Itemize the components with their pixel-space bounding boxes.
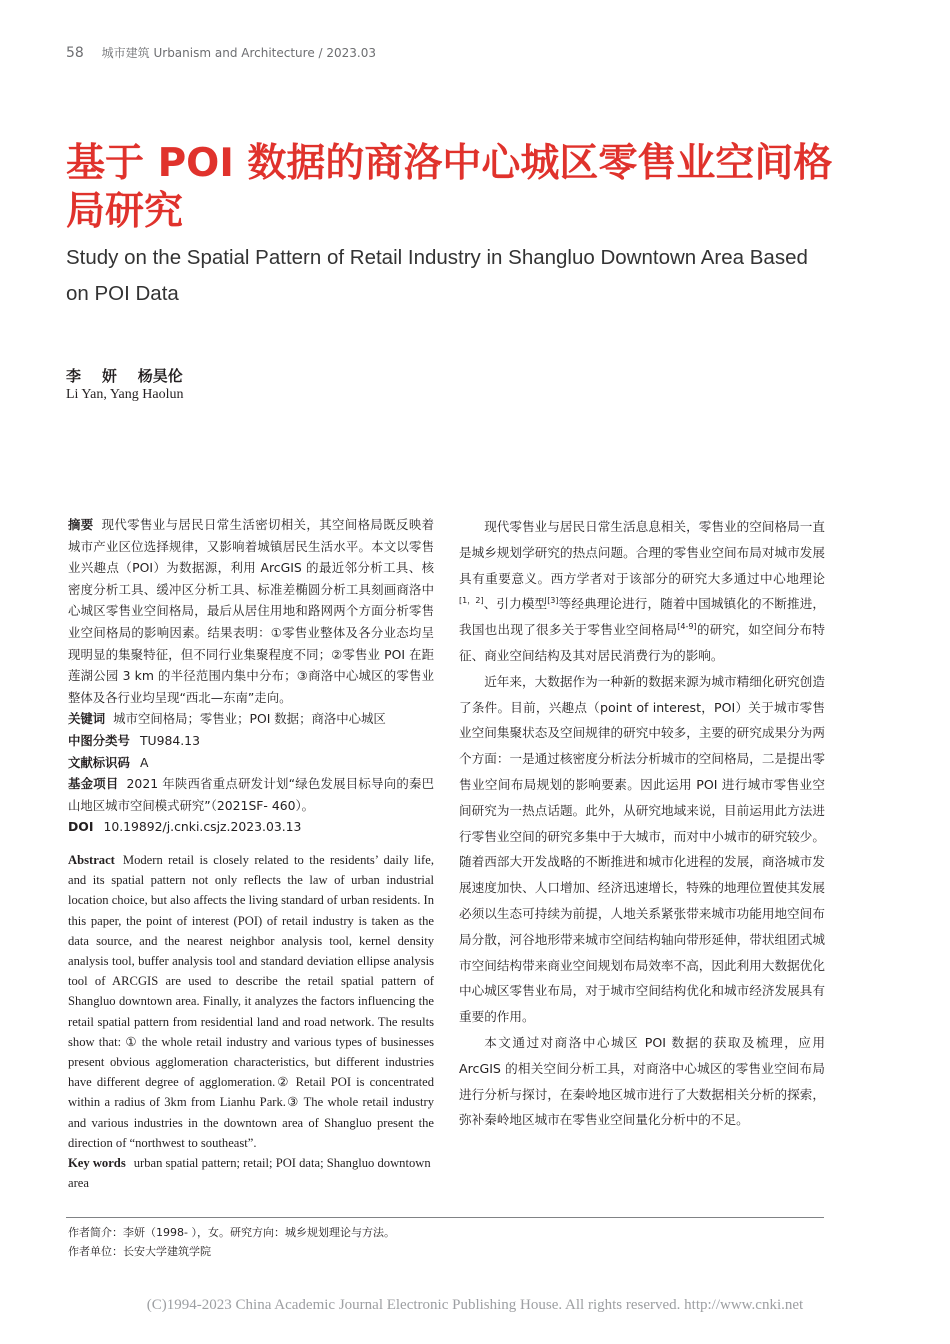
abstract-column [68,514,434,1193]
doc-code-row [68,752,434,774]
doi-row [68,816,434,838]
clc-label: 中图分类号 [68,732,130,748]
page-number: 58 [66,45,84,61]
keywords-label: 关键词 [68,711,106,727]
doi-label: DOI [68,819,94,835]
running-head [66,44,376,61]
title-chinese: 基于 POI 数据的商洛中心城区零售业空间格局研究 [66,141,833,234]
keywords-english [68,1153,434,1193]
body-p1-part-b: 、引力模型 [483,596,548,612]
doc-code-value: A [139,754,149,770]
clc-row [68,730,434,752]
body-text-column [459,514,825,1133]
abstract-en-text: Modern retail is closely related to the residents’ daily life, and its spatial pattern not only reflects the law of urban industrial location choice, but also affects the living standard of urban residents. In this paper, the point of interest (POI) of retail industry is taken as the data source, and the nearest neighbor analysis tool, kernel density analysis tool, buffer analysis tool and standard deviation ellipse analysis tool of ARCGIS are used to describe the retail spatial pattern of Shangluo downtown area. Finally, it analyzes the factors influencing the retail spatial pattern from residential land and road network. The results show that: ① the whole retail industry and various types of businesses present obvious agglomeration characteristics, but different industries have different degree of agglomeration.② Retail POI is concentrated within a radius of 3km from Lianhu Park.③ The whole retail industry and various industries in the downtown area of Shangluo present the direction of “northwest to southeast”. [68,852,434,1150]
citation-ref[interactable]: [4-9] [677,622,697,632]
abstract-english [68,850,434,1153]
footnote-divider [66,1217,824,1218]
keywords-en-label: Key words [68,1155,126,1170]
keywords-en-text: urban spatial pattern; retail; POI data; Shangluo downtown area [68,1155,431,1191]
authors-english: Li Yan, Yang Haolun [66,387,184,402]
body-p1-part-a: 现代零售业与居民日常生活息息相关，零售业的空间格局一直是城乡规划学研究的热点问题。合理的零售业空间布局对城市发展具有重要意义。西方学者对于该部分的研究大多通过中心地理论 [459,519,825,586]
abstract-label: 摘要 [68,517,94,532]
title-english: Study on the Spatial Pattern of Retail Industry in Shangluo Downtown Area Based on POI Data [66,246,808,305]
citation-ref[interactable]: [3] [547,596,559,606]
abstract-en-label: Abstract [68,852,115,867]
journal-name: 城市建筑 Urbanism and Architecture / 2023.03 [101,46,377,60]
body-paragraph-3: 本文通过对商洛中心城区 POI 数据的获取及梳理，应用 ArcGIS 的相关空间分析工具，对商洛中心城区的零售业空间布局进行分析与探讨，在秦岭地区城市进行了大数据相关分析的探索，弥补秦岭地区城市在零售业空间量化分析中的不足。 [459,1034,825,1128]
clc-value: TU984.13 [139,732,200,748]
abstract-chinese [68,514,434,730]
citation-ref[interactable]: [1，2] [459,596,484,606]
fund-text: 2021 年陕西省重点研发计划“绿色发展目标导向的秦巴山地区城市空间模式研究”（2021SF- 460）。 [68,776,434,813]
fund-label: 基金项目 [68,776,119,792]
footnotes [68,1223,395,1261]
keywords-text: 城市空间格局；零售业；POI 数据；商洛中心城区 [113,711,386,727]
body-p1-part-d: 的研究，如空间分布特征、商业空间结构及其对居民消费行为的影响。 [459,622,826,663]
author-intro: 作者简介：李妍（1998- ），女。研究方向：城乡规划理论与方法。 [68,1226,395,1239]
abstract-text: 现代零售业与居民日常生活密切相关，其空间格局既反映着城市产业区位选择规律，又影响着城镇居民生活水平。本文以零售业兴趣点（POI）为数据源，利用 ArcGIS 的最近邻分析工具、核密度分析工具、缓冲区分析工具、标准差椭圆分析工具刻画商洛中心城区零售业空间格局，最后从居住用地和路网两个方面分析零售业空间格局的影响因素。结果表明：①零售业整体及各分业态均呈现明显的集聚特征，但不同行业集聚程度不同；②零售业 POI 在距莲湖公园 3 km 的半径范围内集中分布；③商洛中心城区的零售业整体及各行业均呈现“西北—东南”走向。 [68,517,435,705]
doc-code-label: 文献标识码 [68,754,130,770]
body-p1-part-c: 等经典理论进行，随着中国城镇化的不断推进，我国也出现了很多关于零售业空间格局 [459,596,826,638]
doi-link[interactable]: 10.19892/j.cnki.csjz.2023.03.13 [103,819,302,835]
author-affiliation: 作者单位：长安大学建筑学院 [68,1245,211,1258]
body-paragraph-2: 近年来，大数据作为一种新的数据来源为城市精细化研究创造了条件。目前，兴趣点（point of interest，POI）关于城市零售业空间集聚状态及空间规律的研究中较多，主要的研究成果分为两个方面：一是通过核密度分析法分析城市的空间格局，二是提出零售业空间布局规划的影响要素。因此运用 POI 进行城市零售业空间研究为一热点话题。此外，从研究地域来说，目前运用此方法进行零售业空间的研究多集中于大城市，而对中小城市的研究较少。随着西部大开发战略的不断推进和城市化进程的发展，商洛城市发展速度加快、人口增加、经济迅速增长，特殊的地理位置使其发展必须以生态可持续为前提，人地关系紧张带来城市功能用地空间布局分散，河谷地形带来城市空间结构轴向带形延伸，带状组团式城市空间结构带来商业空间规划布局效率不高，因此利用大数据优化中心城区零售业布局，对于城市空间结构优化和城市经济发展具有重要的作用。 [459,673,825,1025]
authors-chinese: 李 妍 杨昊伦 [66,367,183,385]
copyright-watermark: (C)1994-2023 China Academic Journal Electronic Publishing House. All rights reserved. http://www.cnki.net [146,1297,804,1313]
body-paragraph-1 [459,514,825,669]
fund-row [68,773,434,816]
